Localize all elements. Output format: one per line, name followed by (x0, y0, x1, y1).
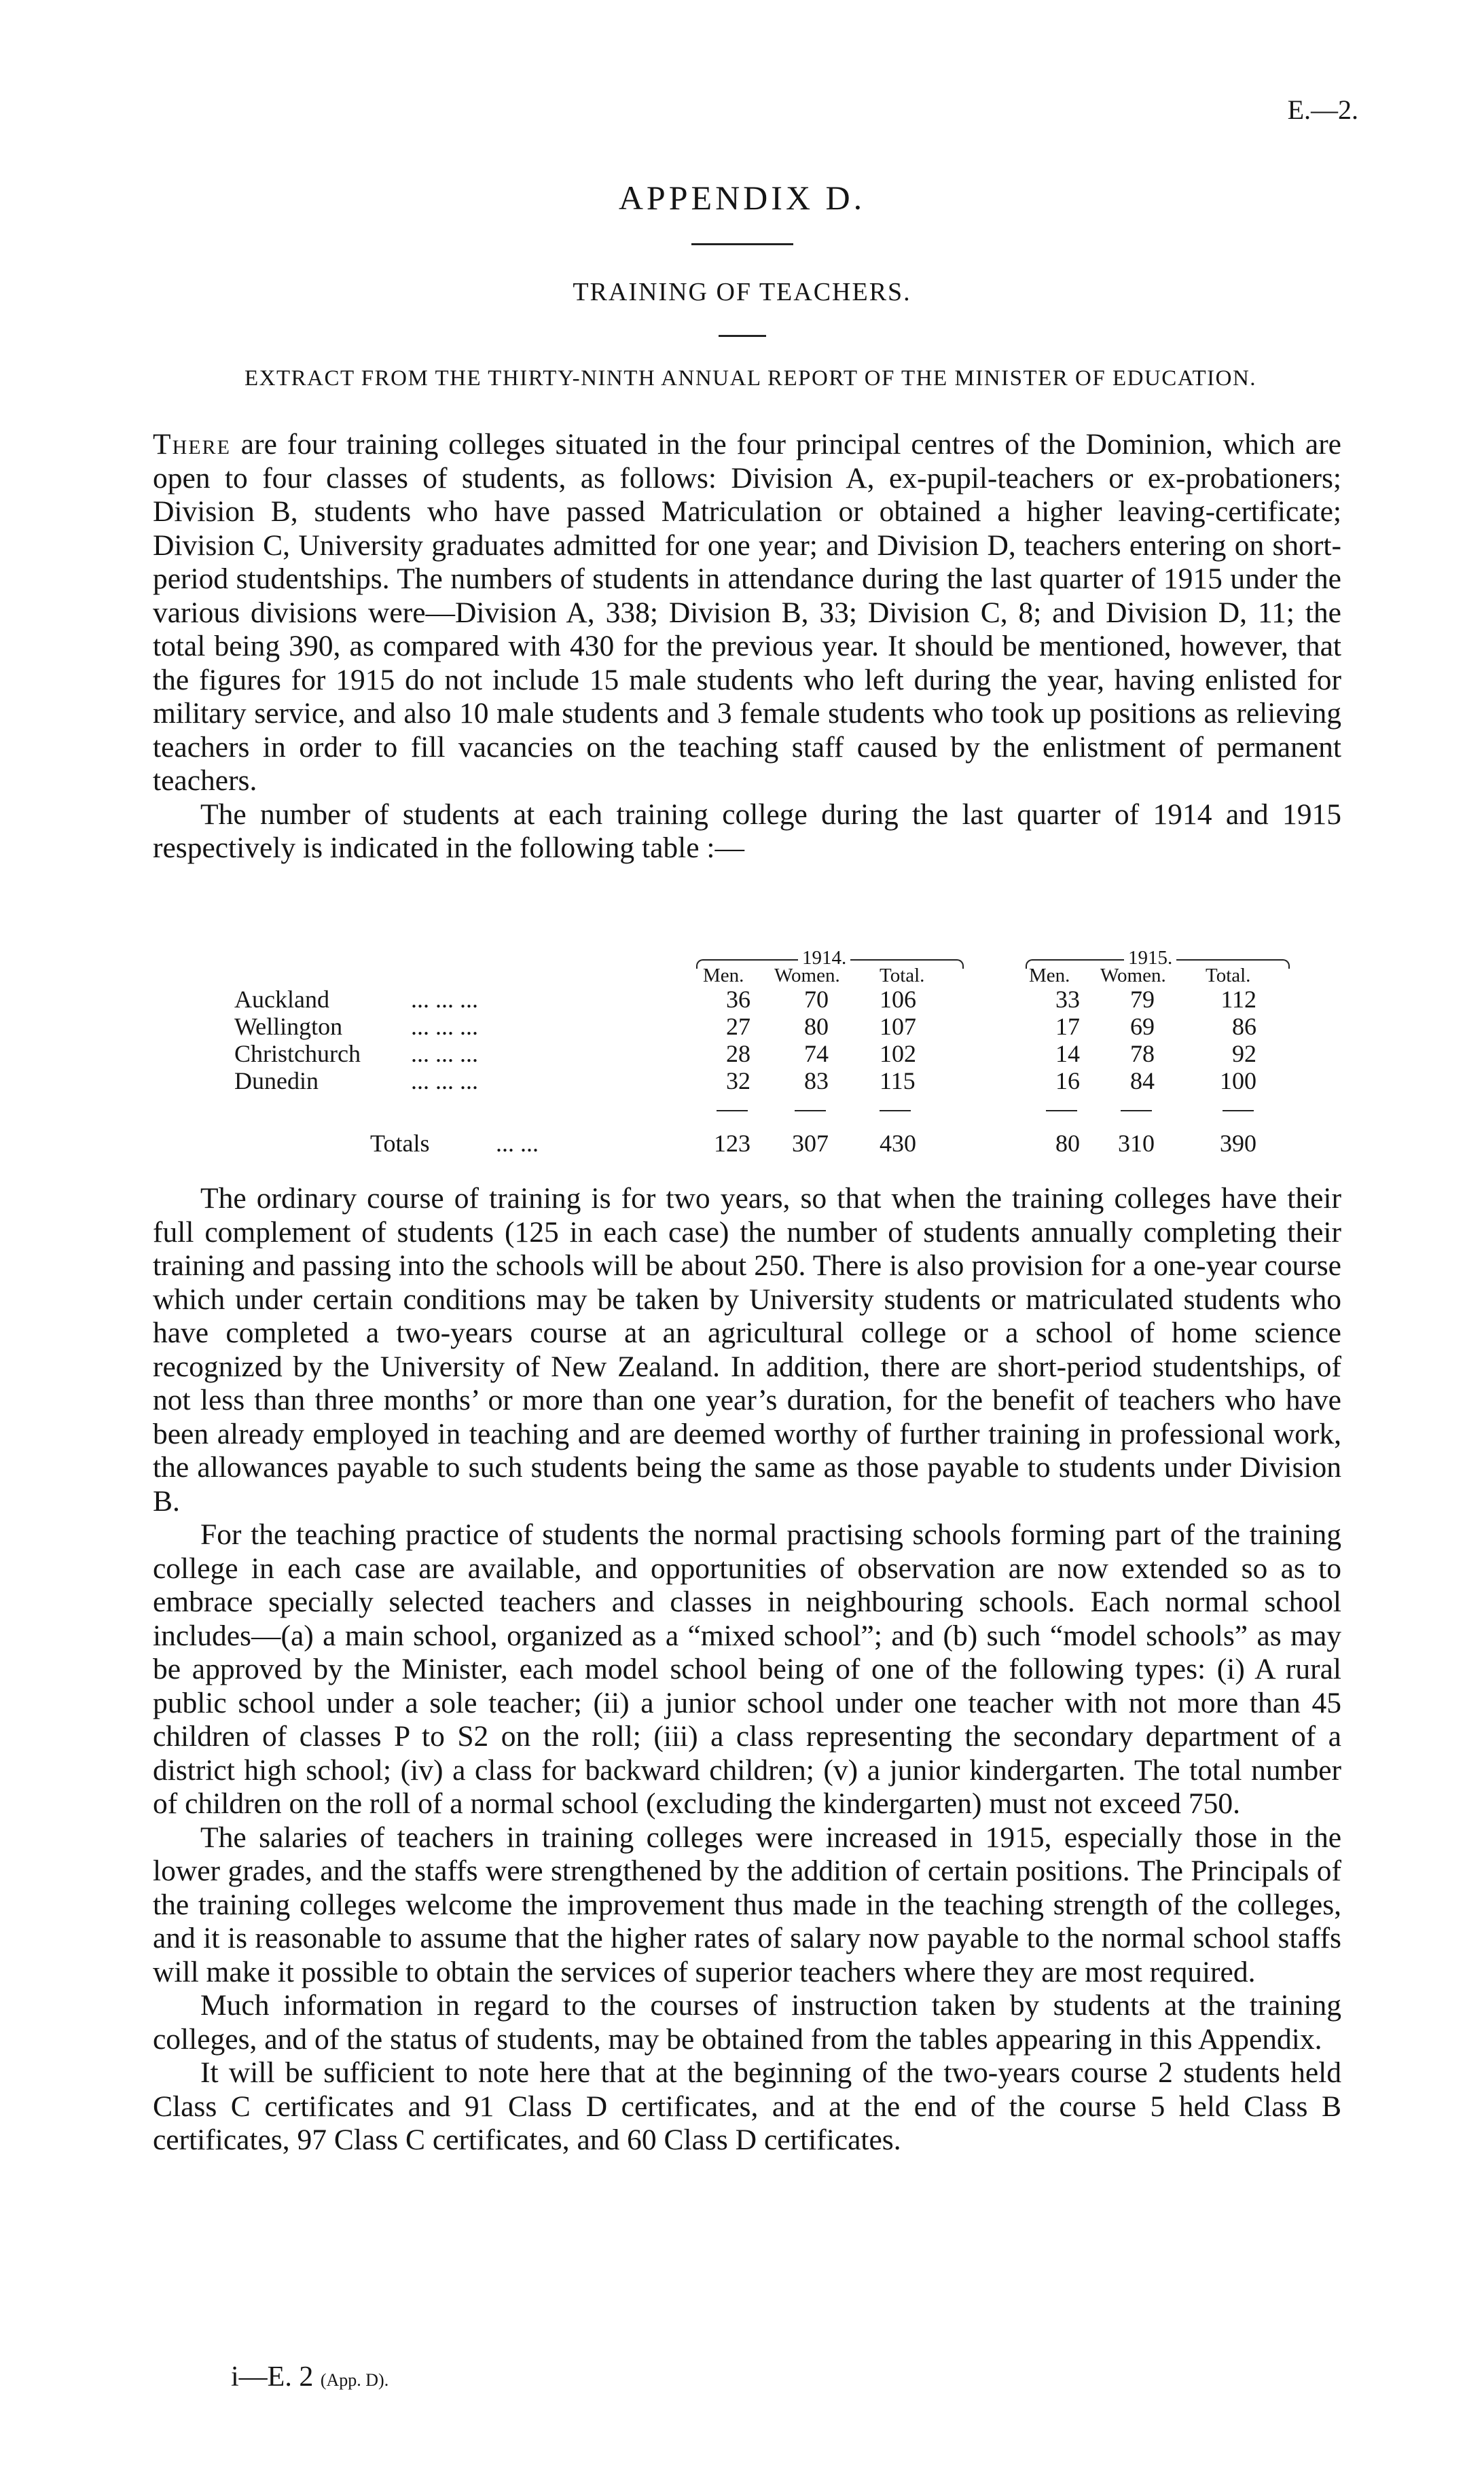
col-total-1914: Total. (880, 965, 925, 986)
body-text-bottom (153, 1182, 1341, 2158)
year-label-1914: 1914. (798, 947, 850, 969)
extract-heading: EXTRACT FROM THE THIRTY-NINTH ANNUAL REPORT OF THE MINISTER OF EDUCATION. (244, 366, 1257, 391)
body-text-top (153, 428, 1341, 865)
cell-men-1915: 16 (1055, 1067, 1080, 1094)
section-rule (719, 335, 766, 337)
cell-men-1915: 17 (1055, 1013, 1080, 1040)
cell-women-1915: 69 (1130, 1013, 1155, 1040)
row-leaders: ... ... ... (411, 1040, 478, 1067)
cell-men-1914: 28 (726, 1040, 750, 1067)
row-name: Dunedin (234, 1067, 319, 1094)
cell-women-1915: 78 (1130, 1040, 1155, 1067)
signature-appendix: (App. D). (320, 2370, 389, 2390)
total-women-1915: 310 (1118, 1130, 1155, 1157)
title-rule (691, 243, 793, 245)
paragraph-1 (153, 428, 1341, 798)
paragraph-1-text: are four training colleges situated in the four principal centres of the Dominion, which are open to four classes of students, as follows: Division A, ex-pupil-teachers or ex-probationers; Division B, students who have passed Matriculation or obtained a higher leaving-certificate; Division C, University graduates admitted for one year; and Division D, teachers entering on short-period studentships. The numbers of students in attendance during the last quarter of 1915 under the various divisions were—Division A, 338; Division B, 33; Division C, 8; and Division D, 11; the total being 390, as compared with 430 for the previous year. It should be mentioned, however, that the figures for 1915 do not include 15 male students who left during the year, having enlisted for military service, and also 10 male students and 3 female students who took up positions as relieving teachers in order to fill vacancies on the teaching staff caused by the enlistment of permanent teachers. (153, 428, 1341, 797)
paragraph-7: It will be sufficient to note here that at the beginning of the two-years course 2 students held Class C certificates and 91 Class D certificates, and at the end of the course 5 held Class B certificates, 97 Class C certificates, and 60 Class D certificates. (153, 2056, 1341, 2156)
page-reference: E.—2. (1287, 94, 1358, 125)
appendix-title: APPENDIX D. (618, 179, 866, 217)
cell-women-1914: 74 (804, 1040, 829, 1067)
sum-rule (1223, 1110, 1254, 1111)
col-total-1915: Total. (1206, 965, 1251, 986)
col-men-1915: Men. (1029, 965, 1070, 986)
cell-men-1914: 36 (726, 986, 750, 1013)
total-total-1914: 430 (880, 1130, 916, 1157)
cell-total-1914: 106 (880, 986, 916, 1013)
cell-total-1915: 112 (1220, 986, 1256, 1013)
row-name: Auckland (234, 986, 329, 1013)
students-table (153, 947, 1341, 1175)
total-women-1914: 307 (792, 1130, 829, 1157)
cell-women-1914: 70 (804, 986, 829, 1013)
row-name: Christchurch (234, 1040, 361, 1067)
cell-men-1914: 27 (726, 1013, 750, 1040)
sum-rule (1121, 1110, 1152, 1111)
paragraph-1-lead: There (153, 428, 231, 461)
paragraph-5: The salaries of teachers in training colleges were increased in 1915, especially those in the lower grades, and the staffs were strengthened by the addition of certain positions. The Principals of the training colleges welcome the improvement thus made in the teaching strength of the colleges, and it is reasonable to assume that the higher rates of salary now payable to the normal school staffs will make it possible to obtain the services of superior teachers where they are most required. (153, 1821, 1341, 1988)
cell-women-1914: 80 (804, 1013, 829, 1040)
cell-men-1915: 33 (1055, 986, 1080, 1013)
section-title: TRAINING OF TEACHERS. (573, 278, 911, 306)
paragraph-4: For the teaching practice of students the normal practising schools forming part of the training college in each case are available, and opportunities of observation are now extended so as to embrace specially selected teachers and classes in neighbouring schools. Each normal school includes—(a) a main school, organized as a “mixed school”; and (b) such “model schools” as may be approved by the Minister, each model school being of one of the following types: (i) A rural public school under a sole teacher; (ii) a junior school under one teacher with not more than 45 children of classes P to S2 on the roll; (iii) a class representing the secondary department of a district high school; (iv) a class for backward children; (v) a junior kindergarten. The total number of children on the roll of a normal school (excluding the kindergarten) must not exceed 750. (153, 1518, 1341, 1820)
totals-label: Totals (370, 1130, 430, 1157)
sum-rule (880, 1110, 911, 1111)
total-total-1915: 390 (1220, 1130, 1256, 1157)
row-leaders: ... ... ... (411, 1013, 478, 1040)
cell-women-1915: 84 (1130, 1067, 1155, 1094)
col-women-1915: Women. (1100, 965, 1166, 986)
cell-total-1914: 115 (880, 1067, 916, 1094)
row-name: Wellington (234, 1013, 343, 1040)
total-men-1915: 80 (1055, 1130, 1080, 1157)
cell-total-1914: 107 (880, 1013, 916, 1040)
row-leaders: ... ... ... (411, 1067, 478, 1094)
paragraph-6: Much information in regard to the courses of instruction taken by students at the training colleges, and of the status of students, may be obtained from the tables appearing in this Appendix. (153, 1989, 1341, 2056)
year-label-1915: 1915. (1124, 947, 1176, 969)
total-men-1914: 123 (714, 1130, 750, 1157)
cell-women-1915: 79 (1130, 986, 1155, 1013)
sum-rule (1046, 1110, 1077, 1111)
row-leaders: ... ... ... (411, 986, 478, 1013)
cell-total-1914: 102 (880, 1040, 916, 1067)
cell-women-1914: 83 (804, 1067, 829, 1094)
sum-rule (717, 1110, 748, 1111)
sum-rule (795, 1110, 826, 1111)
signature-code: i—E. 2 (231, 2361, 314, 2393)
cell-men-1914: 32 (726, 1067, 750, 1094)
col-women-1914: Women. (774, 965, 840, 986)
cell-total-1915: 100 (1220, 1067, 1256, 1094)
totals-leaders: ... ... (496, 1130, 539, 1157)
paragraph-2: The number of students at each training college during the last quarter of 1914 and 1915 respectively is indicated in the following table :— (153, 798, 1341, 864)
cell-total-1915: 92 (1232, 1040, 1256, 1067)
signature-mark (231, 2361, 388, 2393)
cell-total-1915: 86 (1232, 1013, 1256, 1040)
cell-men-1915: 14 (1055, 1040, 1080, 1067)
paragraph-3: The ordinary course of training is for two years, so that when the training colleges have their full complement of students (125 in each case) the number of students annually completing their training and passing into the schools will be about 250. There is also provision for a one-year course which under certain conditions may be taken by University students or matriculated students who have completed a two-years course at an agricultural college or a school of home science recognized by the University of New Zealand. In addition, there are short-period studentships, of not less than three months’ or more than one year’s duration, for the benefit of teachers who have been already employed in teaching and are deemed worthy of further training in professional work, the allowances payable to such students being the same as those payable to students under Division B. (153, 1182, 1341, 1518)
col-men-1914: Men. (703, 965, 744, 986)
